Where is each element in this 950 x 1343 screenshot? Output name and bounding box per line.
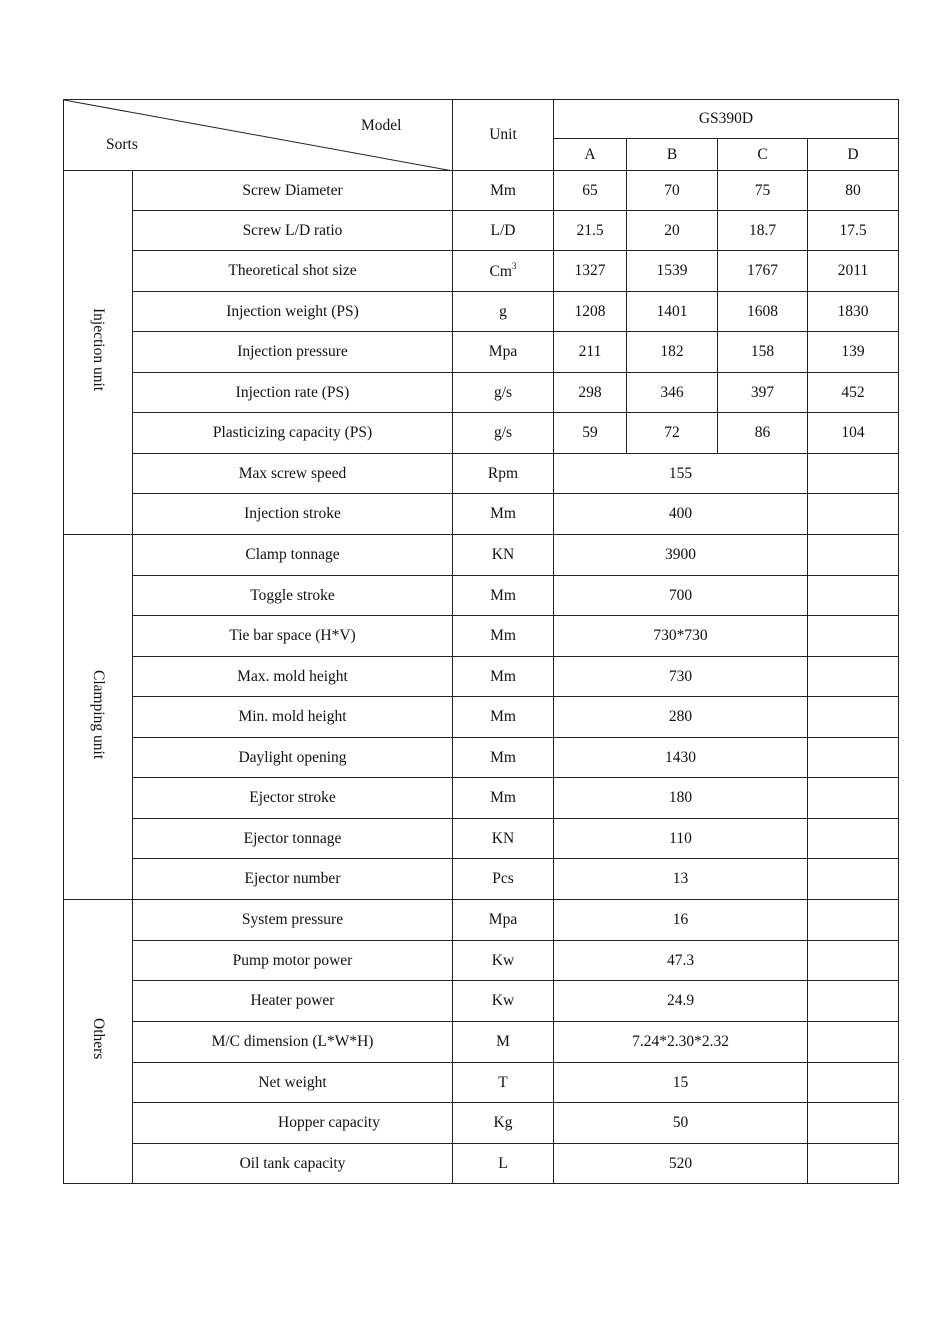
value-cell: 18.7 <box>718 211 808 251</box>
unit-cell <box>453 819 554 859</box>
value-cell-merged: 13 <box>554 859 808 900</box>
empty-cell <box>808 1063 899 1103</box>
value-cell: 397 <box>718 373 808 413</box>
unit-cell <box>453 941 554 981</box>
param-label: Pump motor power <box>232 951 353 969</box>
param-label: Plasticizing capacity (PS) <box>212 424 373 441</box>
unit-text: Cm <box>489 263 512 280</box>
unit-cell <box>453 738 554 778</box>
unit-cell <box>453 494 554 535</box>
empty-cell <box>808 494 899 535</box>
value-cell: 1327 <box>554 251 627 292</box>
param-label-cell <box>133 778 453 819</box>
spec-row <box>64 494 899 535</box>
group-label-cell <box>64 171 133 535</box>
unit-cell <box>453 535 554 576</box>
corner-header-cell <box>64 100 453 171</box>
value-cell: 59 <box>554 413 627 454</box>
param-label-cell <box>133 859 453 900</box>
value-cell: 104 <box>808 413 899 454</box>
value-cell: 21.5 <box>554 211 627 251</box>
value-cell: 1830 <box>808 292 899 332</box>
param-label: Max screw speed <box>238 464 347 482</box>
unit-text: g <box>499 302 507 320</box>
unit-text: Mm <box>490 586 516 604</box>
value-cell: 1208 <box>554 292 627 332</box>
param-label: Ejector tonnage <box>243 829 342 847</box>
group-label: Others <box>90 1018 107 1060</box>
param-label-cell <box>133 576 453 616</box>
unit-cell <box>453 454 554 494</box>
empty-cell <box>808 819 899 859</box>
value-cell-merged: 50 <box>554 1103 808 1144</box>
unit-text: KN <box>491 829 515 847</box>
spec-row <box>64 819 899 859</box>
value-cell-merged: 730*730 <box>554 616 808 657</box>
param-label: Net weight <box>258 1073 327 1091</box>
variant-header-c: C <box>718 139 808 171</box>
unit-cell <box>453 1103 554 1144</box>
value-cell: 1401 <box>627 292 718 332</box>
unit-cell <box>453 657 554 697</box>
param-label-cell <box>133 1103 453 1144</box>
unit-text: g/s <box>493 424 513 441</box>
unit-text: g/s <box>493 383 513 401</box>
spec-row <box>64 859 899 900</box>
param-label-cell <box>133 981 453 1022</box>
value-cell: 86 <box>718 413 808 454</box>
group-label-cell <box>64 900 133 1184</box>
value-cell-merged: 180 <box>554 778 808 819</box>
param-label: Injection rate (PS) <box>235 383 350 401</box>
unit-text: Mpa <box>488 911 518 928</box>
value-cell-merged: 155 <box>554 454 808 494</box>
empty-cell <box>808 900 899 941</box>
header-row-1 <box>64 100 899 139</box>
unit-cell <box>453 697 554 738</box>
value-cell: 72 <box>627 413 718 454</box>
unit-cell <box>453 1022 554 1063</box>
model-label: Model <box>361 117 402 134</box>
spec-row <box>64 981 899 1022</box>
param-label: Theoretical shot size <box>228 262 357 279</box>
value-cell: 2011 <box>808 251 899 292</box>
param-label-cell <box>133 819 453 859</box>
unit-cell <box>453 373 554 413</box>
unit-text: Mm <box>490 181 516 199</box>
param-label-cell <box>133 1144 453 1184</box>
unit-text: Kg <box>493 1114 513 1131</box>
value-cell: 17.5 <box>808 211 899 251</box>
value-cell-merged: 47.3 <box>554 941 808 981</box>
value-cell: 65 <box>554 171 627 211</box>
empty-cell <box>808 981 899 1022</box>
unit-text: Mm <box>490 748 516 766</box>
param-label-cell <box>133 292 453 332</box>
value-cell: 139 <box>808 332 899 373</box>
value-cell-merged: 700 <box>554 576 808 616</box>
unit-text: Mm <box>490 667 516 685</box>
param-label-cell <box>133 941 453 981</box>
value-cell-merged: 24.9 <box>554 981 808 1022</box>
variant-header-b: B <box>627 139 718 171</box>
param-label: Max. mold height <box>237 667 348 685</box>
param-label-cell <box>133 697 453 738</box>
param-label-cell <box>133 413 453 454</box>
param-label-cell <box>133 738 453 778</box>
unit-header-cell: Unit <box>453 100 554 171</box>
param-label: M/C dimension (L*W*H) <box>211 1033 374 1050</box>
value-cell: 346 <box>627 373 718 413</box>
value-cell: 20 <box>627 211 718 251</box>
unit-cell <box>453 576 554 616</box>
param-label: Ejector number <box>244 870 341 887</box>
unit-text: Pcs <box>492 870 514 887</box>
param-label-cell <box>133 900 453 941</box>
spec-row <box>64 211 899 251</box>
unit-text: Mm <box>490 789 516 806</box>
value-cell: 80 <box>808 171 899 211</box>
spec-row <box>64 616 899 657</box>
spec-row <box>64 697 899 738</box>
param-label: Heater power <box>250 992 335 1009</box>
spec-row <box>64 373 899 413</box>
spec-row <box>64 1144 899 1184</box>
value-cell: 452 <box>808 373 899 413</box>
param-label-cell <box>133 251 453 292</box>
empty-cell <box>808 697 899 738</box>
unit-text: M <box>496 1033 510 1050</box>
param-label: Clamp tonnage <box>245 546 340 563</box>
spec-row <box>64 251 899 292</box>
param-label: Screw L/D ratio <box>242 221 343 239</box>
param-label: Min. mold height <box>238 708 347 725</box>
param-label: Injection weight (PS) <box>226 302 359 320</box>
spec-row <box>64 454 899 494</box>
param-label-cell <box>133 171 453 211</box>
unit-text: Kw <box>491 992 515 1009</box>
spec-row <box>64 413 899 454</box>
unit-cell <box>453 859 554 900</box>
param-label-cell <box>133 1063 453 1103</box>
spec-row <box>64 657 899 697</box>
empty-cell <box>808 1144 899 1184</box>
unit-cell <box>453 616 554 657</box>
sorts-label: Sorts <box>106 136 138 153</box>
unit-text: Mm <box>490 505 516 522</box>
empty-cell <box>808 1022 899 1063</box>
unit-cell <box>453 1063 554 1103</box>
value-cell-merged: 7.24*2.30*2.32 <box>554 1022 808 1063</box>
group-label-cell <box>64 535 133 900</box>
value-cell-merged: 110 <box>554 819 808 859</box>
empty-cell <box>808 1103 899 1144</box>
empty-cell <box>808 778 899 819</box>
value-cell: 75 <box>718 171 808 211</box>
spec-row <box>64 576 899 616</box>
spec-row <box>64 1022 899 1063</box>
empty-cell <box>808 616 899 657</box>
empty-cell <box>808 454 899 494</box>
param-label-cell <box>133 373 453 413</box>
spec-row <box>64 900 899 941</box>
param-label-cell <box>133 535 453 576</box>
unit-cell <box>453 211 554 251</box>
param-label: Oil tank capacity <box>239 1154 346 1172</box>
group-label: Clamping unit <box>90 669 107 760</box>
spec-row <box>64 941 899 981</box>
value-cell: 1539 <box>627 251 718 292</box>
value-cell: 211 <box>554 332 627 373</box>
param-label-cell <box>133 454 453 494</box>
value-cell: 182 <box>627 332 718 373</box>
unit-cell <box>453 981 554 1022</box>
empty-cell <box>808 657 899 697</box>
unit-cell <box>453 171 554 211</box>
param-label: Hopper capacity <box>278 1114 380 1131</box>
value-cell-merged: 15 <box>554 1063 808 1103</box>
param-label-cell <box>133 332 453 373</box>
unit-cell <box>453 332 554 373</box>
variant-header-d: D <box>808 139 899 171</box>
spec-row <box>64 171 899 211</box>
empty-cell <box>808 941 899 981</box>
value-cell-merged: 3900 <box>554 535 808 576</box>
param-label: Ejector stroke <box>249 789 336 806</box>
value-cell-merged: 16 <box>554 900 808 941</box>
spec-table <box>63 99 899 1184</box>
spec-row <box>64 292 899 332</box>
param-label: Tie bar space (H*V) <box>229 627 356 644</box>
value-cell-merged: 1430 <box>554 738 808 778</box>
empty-cell <box>808 859 899 900</box>
spec-row <box>64 535 899 576</box>
param-label-cell <box>133 494 453 535</box>
unit-cell <box>453 251 554 292</box>
param-label: System pressure <box>241 911 344 928</box>
value-cell: 70 <box>627 171 718 211</box>
unit-cell <box>453 413 554 454</box>
unit-text: Mpa <box>488 343 518 360</box>
spec-row <box>64 1103 899 1144</box>
group-label: Injection unit <box>90 308 107 392</box>
unit-text: KN <box>491 546 515 563</box>
param-label: Toggle stroke <box>250 586 335 604</box>
model-name-cell: GS390D <box>554 100 899 139</box>
empty-cell <box>808 576 899 616</box>
value-cell-merged: 280 <box>554 697 808 738</box>
value-cell-merged: 730 <box>554 657 808 697</box>
variant-header-a: A <box>554 139 627 171</box>
param-label: Daylight opening <box>238 748 347 766</box>
param-label: Injection stroke <box>244 505 341 522</box>
unit-cell <box>453 292 554 332</box>
param-label-cell <box>133 1022 453 1063</box>
value-cell: 158 <box>718 332 808 373</box>
spec-table-body <box>64 100 899 1184</box>
unit-cell <box>453 778 554 819</box>
spec-row <box>64 1063 899 1103</box>
unit-text: L <box>498 1154 508 1172</box>
spec-row <box>64 778 899 819</box>
value-cell-merged: 400 <box>554 494 808 535</box>
empty-cell <box>808 535 899 576</box>
unit-cell <box>453 1144 554 1184</box>
unit-superscript: 3 <box>511 261 517 271</box>
value-cell: 1608 <box>718 292 808 332</box>
unit-text: Rpm <box>487 464 519 482</box>
param-label-cell <box>133 211 453 251</box>
unit-text: Mm <box>490 708 516 725</box>
param-label-cell <box>133 657 453 697</box>
param-label-cell <box>133 616 453 657</box>
value-cell: 298 <box>554 373 627 413</box>
spec-row <box>64 738 899 778</box>
value-cell: 1767 <box>718 251 808 292</box>
unit-text: T <box>498 1073 508 1091</box>
spec-row <box>64 332 899 373</box>
unit-cell <box>453 900 554 941</box>
value-cell-merged: 520 <box>554 1144 808 1184</box>
unit-text: Mm <box>490 627 516 644</box>
param-label: Injection pressure <box>237 343 348 360</box>
empty-cell <box>808 738 899 778</box>
param-label: Screw Diameter <box>242 181 343 199</box>
unit-text: L/D <box>490 221 516 239</box>
unit-text: Kw <box>491 951 515 969</box>
